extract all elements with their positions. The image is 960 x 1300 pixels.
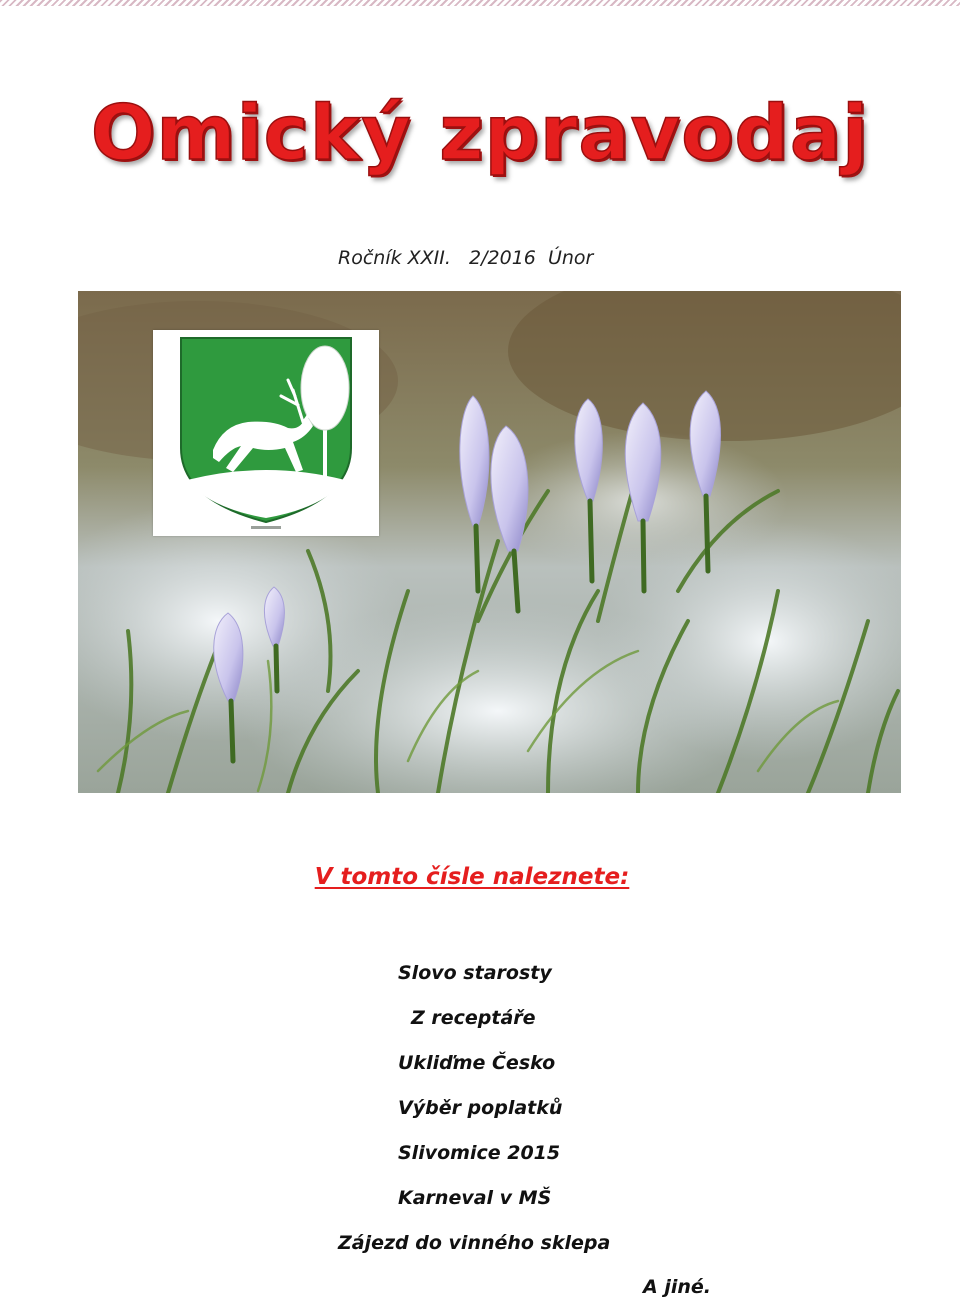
decorative-top-border — [0, 0, 960, 6]
newsletter-masthead: Omický zpravodaj — [90, 88, 870, 177]
toc-item-a-jine: A jiné. — [643, 1276, 711, 1298]
toc-item-zajezd: Zájezd do vinného sklepa — [338, 1232, 611, 1254]
municipal-coat-of-arms — [153, 330, 379, 536]
toc-item-slivomice: Slivomice 2015 — [398, 1142, 561, 1164]
toc-item-vyber-poplatku: Výběr poplatků — [398, 1097, 563, 1119]
toc-item-uklidme-cesko: Ukliďme Česko — [398, 1052, 556, 1074]
toc-item-karneval: Karneval v MŠ — [398, 1187, 552, 1209]
toc-item-z-receptare: Z receptáře — [411, 1007, 536, 1029]
toc-item-slovo-starosty: Slovo starosty — [398, 962, 552, 984]
issue-info: Ročník XXII. 2/2016 Únor — [338, 247, 594, 269]
toc-heading: V tomto čísle naleznete: — [314, 864, 630, 890]
